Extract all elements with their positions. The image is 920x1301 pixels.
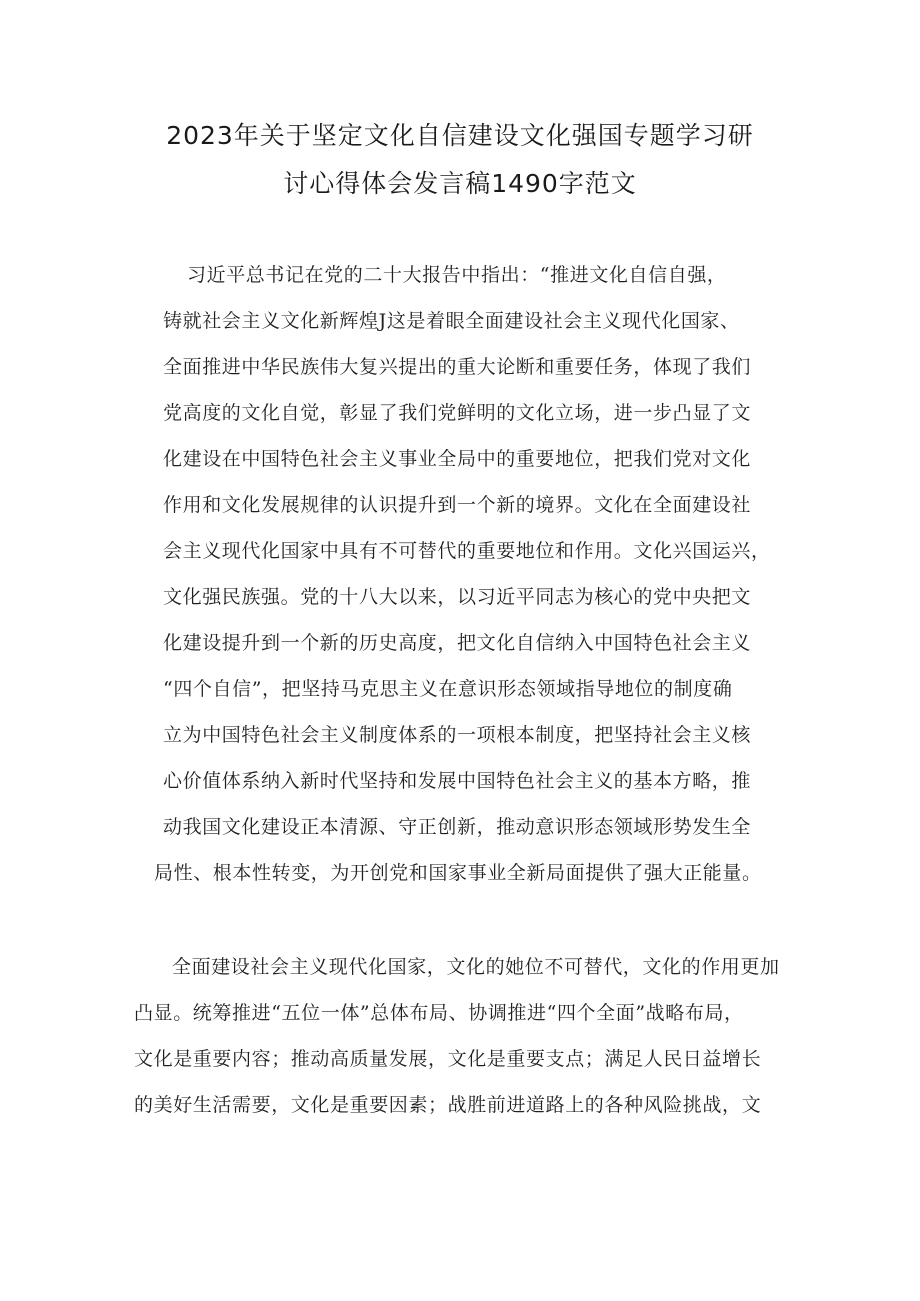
paragraph-1-line-12: 心价值体系纳入新时代坚持和发展中国特色社会主义的基本方略，推 (163, 770, 752, 792)
paragraph-1-line-2: 铸就社会主义文化新辉煌J这是着眼全面建设社会主义现代化国家、 (163, 310, 740, 332)
paragraph-1-line-7: 会主义现代化国家中具有不可替代的重要地位和作用。文化兴国运兴， (163, 540, 771, 562)
paragraph-1-line-6: 作用和文化发展规律的认识提升到一个新的境界。文化在全面建设社 (163, 494, 752, 516)
document-title-line-1: 2023年关于坚定文化自信建设文化强国专题学习研 (166, 121, 754, 150)
paragraph-1-line-4: 党高度的文化自觉，彰显了我们党鲜明的文化立场，进一步凸显了文 (163, 402, 752, 424)
paragraph-1-line-5: 化建设在中国特色社会主义事业全局中的重要地位，把我们党对文化 (163, 448, 752, 470)
paragraph-2-line-3: 文化是重要内容；推动高质量发展，文化是重要支点；满足人民日益增长 (134, 1048, 762, 1070)
paragraph-1-line-3: 全面推进中华民族伟大复兴提出的重大论断和重要任务，体现了我们 (163, 356, 752, 378)
paragraph-1-line-11: 立为中国特色社会主义制度体系的一项根本制度，把坚持社会主义核 (163, 724, 752, 746)
paragraph-1-line-14: 局性、根本性转变，为开创党和国家事业全新局面提供了强大正能量。 (154, 862, 762, 884)
paragraph-2-line-2: 凸显。统筹推进“五位一体”总体布局、协调推进“四个全面”战略布局， (134, 1002, 744, 1024)
paragraph-1-line-8: 文化强民族强。党的十八大以来，以习近平同志为核心的党中央把文 (163, 586, 752, 608)
paragraph-1-line-10: “四个自信”，把坚持马克思主义在意识形态领域指导地位的制度确 (163, 678, 733, 700)
document-title-line-2: 讨心得体会发言稿1490字范文 (283, 169, 637, 198)
paragraph-2-line-4: 的美好生活需要，文化是重要因素；战胜前进道路上的各种风险挑战，文 (134, 1094, 762, 1116)
paragraph-1-line-9: 化建设提升到一个新的历史高度，把文化自信纳入中国特色社会主义 (163, 632, 752, 654)
paragraph-2-line-1: 全面建设社会主义现代化国家，文化的她位不可替代，文化的作用更加 (172, 956, 780, 978)
paragraph-1-line-13: 动我国文化建设正本清源、守正创新，推动意识形态领域形势发生全 (163, 816, 752, 838)
paragraph-1-line-1: 习近平总书记在党的二十大报告中指出：“推进文化自信自强， (187, 264, 727, 286)
